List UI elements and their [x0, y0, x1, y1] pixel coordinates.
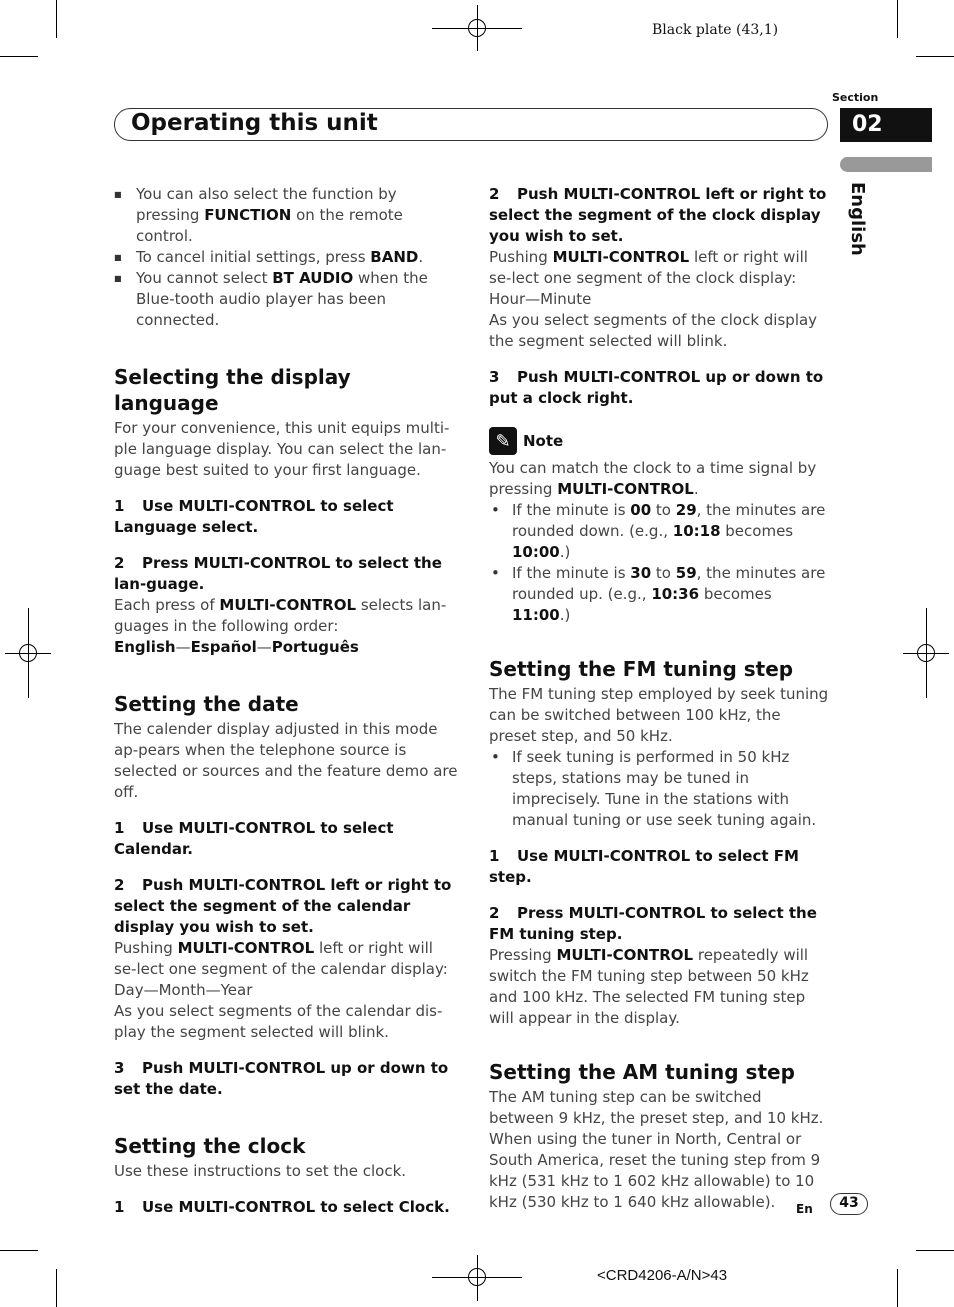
pencil-icon: ✎ — [489, 427, 517, 455]
body-text: Each press of MULTI-CONTROL selects lan-guages in the following order: — [114, 596, 447, 635]
step: 1 Use MULTI-CONTROL to select Clock. — [114, 1198, 450, 1216]
heading-am-step: Setting the AM tuning step — [489, 1060, 795, 1084]
body-text: The calender display adjusted in this mode ap-pears when the telephone source is selected or sources and the feature demo are off. — [114, 720, 458, 801]
footer-code: <CRD4206-A/N>43 — [597, 1267, 728, 1284]
step: 2 Push MULTI-CONTROL left or right to select the segment of the clock display you wish to set. — [489, 185, 827, 245]
crop-mark — [56, 0, 57, 38]
body-text: Day—Month—Year — [114, 981, 253, 999]
page-title: Operating this unit — [131, 110, 378, 136]
step: 1 Use MULTI-CONTROL to select Language select. — [114, 497, 394, 536]
intro-bullet: ■ To cancel initial settings, press BAND. — [114, 247, 459, 268]
registration-circle — [917, 644, 935, 662]
body-text: The AM tuning step can be switched between 9 kHz, the preset step, and 10 kHz. When using the tuner in North, Central or South America, reset the tuning step from 9 kHz (531 kHz to 1 602 kHz allowable) to 10 kHz (530 kHz to 1 640 kHz allowable). — [489, 1088, 824, 1211]
registration-circle — [468, 1268, 486, 1286]
crop-mark — [897, 0, 898, 38]
section-number: 02 — [840, 108, 932, 142]
step: 2 Press MULTI-CONTROL to select the lan-guage. — [114, 554, 442, 593]
note-body: You can match the clock to a time signal by pressing MULTI-CONTROL. — [489, 459, 817, 498]
step: 3 Push MULTI-CONTROL up or down to put a clock right. — [489, 368, 824, 407]
plate-label: Black plate (43,1) — [652, 22, 779, 38]
body-text: For your convenience, this unit equips multi-ple language display. You can select the lan-guage best suited to your first language. — [114, 419, 450, 479]
heading-display-language: Selecting the display language — [114, 365, 351, 415]
body-text: Pushing MULTI-CONTROL left or right will se-lect one segment of the clock display: — [489, 248, 808, 287]
page-number: 43 — [830, 1193, 868, 1215]
intro-bullet: ■ You can also select the function by pressing FUNCTION on the remote control. — [114, 184, 459, 247]
registration-circle — [468, 19, 486, 37]
body-text: The FM tuning step employed by seek tuning can be switched between 100 kHz, the preset step, and 50 kHz. — [489, 685, 829, 745]
crop-mark — [897, 1269, 898, 1307]
step: 2 Push MULTI-CONTROL left or right to select the segment of the calendar display you wish to set. — [114, 876, 452, 936]
body-text: As you select segments of the calendar dis-play the segment selected will blink. — [114, 1002, 443, 1041]
heading-date: Setting the date — [114, 692, 299, 716]
registration-circle — [19, 644, 37, 662]
language-tab-bar — [840, 157, 932, 172]
body-text: Use these instructions to set the clock. — [114, 1162, 407, 1180]
language-tab: English — [847, 182, 868, 256]
intro-bullet: ■ You cannot select BT AUDIO when the Blue-tooth audio player has been connected. — [114, 268, 459, 331]
step: 1 Use MULTI-CONTROL to select FM step. — [489, 847, 799, 886]
crop-mark — [0, 56, 38, 57]
crop-mark — [56, 1269, 57, 1307]
note-label: Note — [523, 431, 564, 450]
language-order: English—Español—Português — [114, 638, 359, 656]
heading-clock: Setting the clock — [114, 1134, 306, 1158]
heading-fm-step: Setting the FM tuning step — [489, 657, 794, 681]
note-header — [489, 427, 829, 455]
crop-mark — [916, 1250, 954, 1251]
note-bullet: • If the minute is 30 to 59, the minutes are rounded up. (e.g., 10:36 becomes 11:00.) — [489, 563, 829, 626]
crop-mark — [916, 56, 954, 57]
left-column — [114, 184, 459, 1218]
body-text: As you select segments of the clock display the segment selected will blink. — [489, 311, 818, 350]
note-bullet: • If the minute is 00 to 29, the minutes are rounded down. (e.g., 10:18 becomes 10:00.) — [489, 500, 829, 563]
crop-mark — [0, 1250, 38, 1251]
section-label: Section — [832, 91, 879, 104]
body-text: Pressing MULTI-CONTROL repeatedly will switch the FM tuning step between 50 kHz and 100 kHz. The selected FM tuning step will appear in the display. — [489, 946, 809, 1027]
footer-language: En — [796, 1202, 813, 1216]
body-text: Pushing MULTI-CONTROL left or right will se-lect one segment of the calendar display: — [114, 939, 448, 978]
fm-bullet: • If seek tuning is performed in 50 kHz steps, stations may be tuned in imprecisely. Tune in the stations with manual tuning or use seek tuning again. — [489, 747, 829, 831]
step: 1 Use MULTI-CONTROL to select Calendar. — [114, 819, 394, 858]
step: 2 Press MULTI-CONTROL to select the FM tuning step. — [489, 904, 817, 943]
right-column — [489, 184, 829, 1213]
step: 3 Push MULTI-CONTROL up or down to set the date. — [114, 1059, 449, 1098]
body-text: Hour—Minute — [489, 290, 592, 308]
